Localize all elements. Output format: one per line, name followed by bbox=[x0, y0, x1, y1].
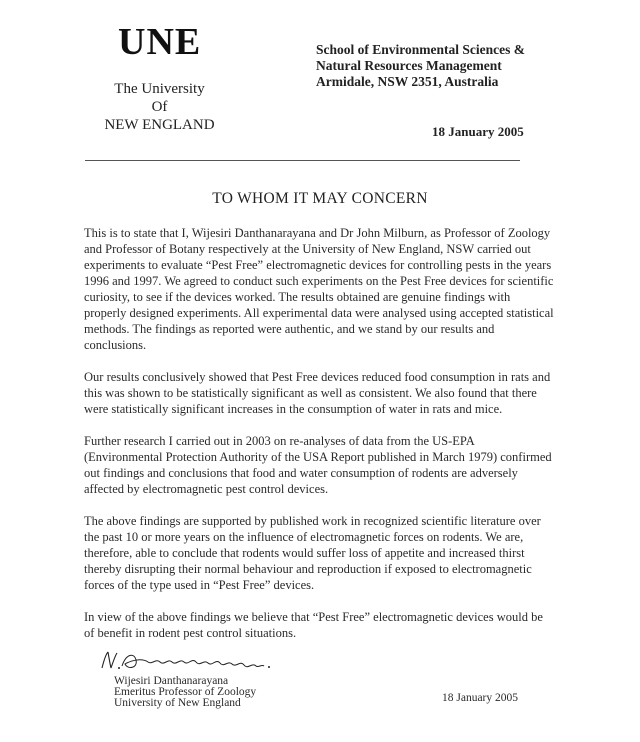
letter-date: 18 January 2005 bbox=[432, 124, 524, 139]
university-line: The University bbox=[114, 81, 205, 97]
signature-date: 18 January 2005 bbox=[442, 692, 519, 704]
body-paragraph: The above findings are supported by published work in recognized scientific literature over the past 10 or more years on the influence of electromagnetic forces on rodents. We are, therefore, able to conclude that rodents would suffer loss of appetite and increased thirst thereby disrupting their normal behaviour and reproduction if exposed to electromagnetic forces of the type used in “Pest Free” devices. bbox=[84, 514, 541, 592]
body-paragraph: Our results conclusively showed that Pest Free devices reduced food consumption in rats and this was shown to be statistically significant as well as consistent. We also found that there were statistically significant increases in the consumption of water in rats and mice. bbox=[84, 370, 551, 416]
letter-body bbox=[84, 225, 554, 657]
university-line: Of bbox=[151, 99, 168, 115]
handwritten-signature bbox=[98, 648, 288, 674]
header-divider bbox=[85, 160, 520, 161]
signatory-name: Wijesiri Danthanarayana bbox=[114, 675, 229, 687]
body-paragraph: In view of the above findings we believe that “Pest Free” electromagnetic devices would be of benefit in rodent pest control situations. bbox=[84, 610, 543, 640]
university-line: NEW ENGLAND bbox=[104, 117, 215, 133]
signature-block bbox=[114, 676, 256, 709]
body-paragraph: This is to state that I, Wijesiri Danthanarayana and Dr John Milburn, as Professor of Zoology and Professor of Botany respectively at the University of New England, NSW carried out experiments to evaluate “Pest Free” electromagnetic devices for controlling pests in the years 1996 and 1997. We agreed to conduct such experiments on the Pest Free devices for scientific curiosity, to see if the devices worked. The results obtained are genuine findings with properly designed experiments. All experimental data were analysed using accepted statistical methods. The findings as reported were authentic, and we stand by our results and conclusions. bbox=[84, 226, 554, 352]
signatory-institution: University of New England bbox=[114, 697, 241, 709]
une-logo: UNE bbox=[118, 21, 202, 63]
school-address bbox=[316, 42, 596, 90]
university-name bbox=[102, 80, 217, 134]
body-paragraph: Further research I carried out in 2003 on re-analyses of data from the US-EPA (Environmental Protection Authority of the USA Report published in March 1979) confirmed out findings and conclusions that food and water consumption of rodents are adversely affected by electromagnetic pest control devices. bbox=[84, 434, 552, 496]
letter-heading: TO WHOM IT MAY CONCERN bbox=[212, 190, 428, 207]
school-line: Armidale, NSW 2351, Australia bbox=[316, 74, 499, 89]
school-line: School of Environmental Sciences & bbox=[316, 42, 525, 57]
school-line: Natural Resources Management bbox=[316, 58, 502, 73]
signatory-title: Emeritus Professor of Zoology bbox=[114, 686, 257, 698]
